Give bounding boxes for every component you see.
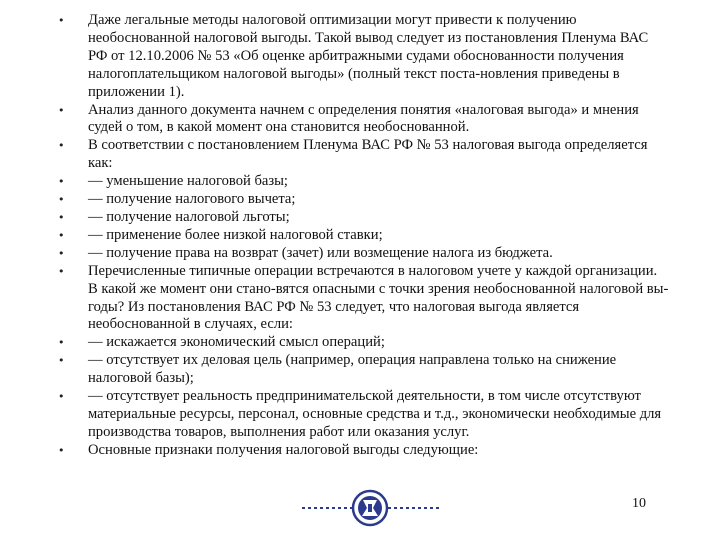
list-item bbox=[50, 263, 670, 335]
list-item bbox=[50, 191, 670, 209]
list-item-text: — применение более низкой налоговой ставки; bbox=[88, 226, 383, 243]
list-item-text: Перечисленные типичные операции встречаются в налоговом учете у каждой организации. В какой же момент они стано-вятся опасными с точки зрения необоснованной налоговой вы-годы? Из постановления ВАС РФ № 53 следует, что налоговая выгода является необоснованной в случаях, если: bbox=[88, 262, 669, 333]
list-item-text: — получение налоговой льготы; bbox=[88, 208, 290, 225]
bullet-icon: • bbox=[58, 390, 65, 404]
bullet-icon: • bbox=[58, 246, 65, 260]
slide-bullet-list bbox=[50, 12, 670, 460]
list-item bbox=[50, 209, 670, 227]
footer-logo-icon bbox=[300, 486, 440, 530]
list-item bbox=[50, 137, 670, 173]
bullet-icon: • bbox=[58, 443, 65, 457]
bullet-icon: • bbox=[58, 336, 65, 350]
bullet-icon: • bbox=[58, 139, 65, 153]
list-item-text: — искажается экономический смысл операций; bbox=[88, 334, 385, 351]
list-item-text: Даже легальные методы налоговой оптимизации могут привести к получению необоснованной налоговой выгоды. Такой вывод следует из постановления Пленума ВАС РФ от 12.10.2006 № 53 «Об оценке арбитражными судами обоснованности получения налогоплательщиком налоговой выгоды» (полный текст поста-новления приведены в приложении 1). bbox=[88, 12, 649, 100]
list-item-text: — отсутствует реальность предпринимательской деятельности, в том числе отсутствуют материальные ресурсы, персонал, основные средства и т.д., экономически необходимые для производства товаров, выполнения работ или оказания услуг. bbox=[88, 388, 662, 440]
bullet-icon: • bbox=[58, 14, 65, 27]
list-item-text: — получение налогового вычета; bbox=[88, 191, 296, 208]
list-item bbox=[50, 352, 670, 388]
list-item bbox=[50, 173, 670, 191]
bullet-icon: • bbox=[58, 264, 65, 278]
bullet-icon: • bbox=[58, 103, 65, 117]
bullet-icon: • bbox=[58, 210, 65, 224]
list-item bbox=[50, 334, 670, 352]
list-item-text: Анализ данного документа начнем с определения понятия «налоговая выгода» и мнения судей о том, в какой момент она становится необоснованной. bbox=[88, 101, 639, 136]
page-number: 10 bbox=[632, 496, 646, 511]
bullet-icon: • bbox=[58, 228, 65, 242]
list-item bbox=[50, 442, 670, 460]
list-item bbox=[50, 227, 670, 245]
list-item-text: — получение права на возврат (зачет) или возмещение налога из бюджета. bbox=[88, 244, 553, 261]
list-item-text: — уменьшение налоговой базы; bbox=[88, 173, 288, 190]
list-item-text: Основные признаки получения налоговой выгоды следующие: bbox=[88, 441, 479, 458]
list-item bbox=[50, 245, 670, 263]
bullet-icon: • bbox=[58, 354, 65, 368]
bullet-icon: • bbox=[58, 175, 65, 189]
logo-emblem bbox=[353, 491, 387, 525]
list-item bbox=[50, 12, 670, 102]
list-item bbox=[50, 102, 670, 138]
list-item-text: — отсутствует их деловая цель (например, операция направлена только на снижение налоговой базы); bbox=[88, 352, 617, 387]
bullet-icon: • bbox=[58, 193, 65, 207]
list-item bbox=[50, 388, 670, 442]
list-item-text: В соответствии с постановлением Пленума ВАС РФ № 53 налоговая выгода определяется как: bbox=[88, 137, 648, 172]
